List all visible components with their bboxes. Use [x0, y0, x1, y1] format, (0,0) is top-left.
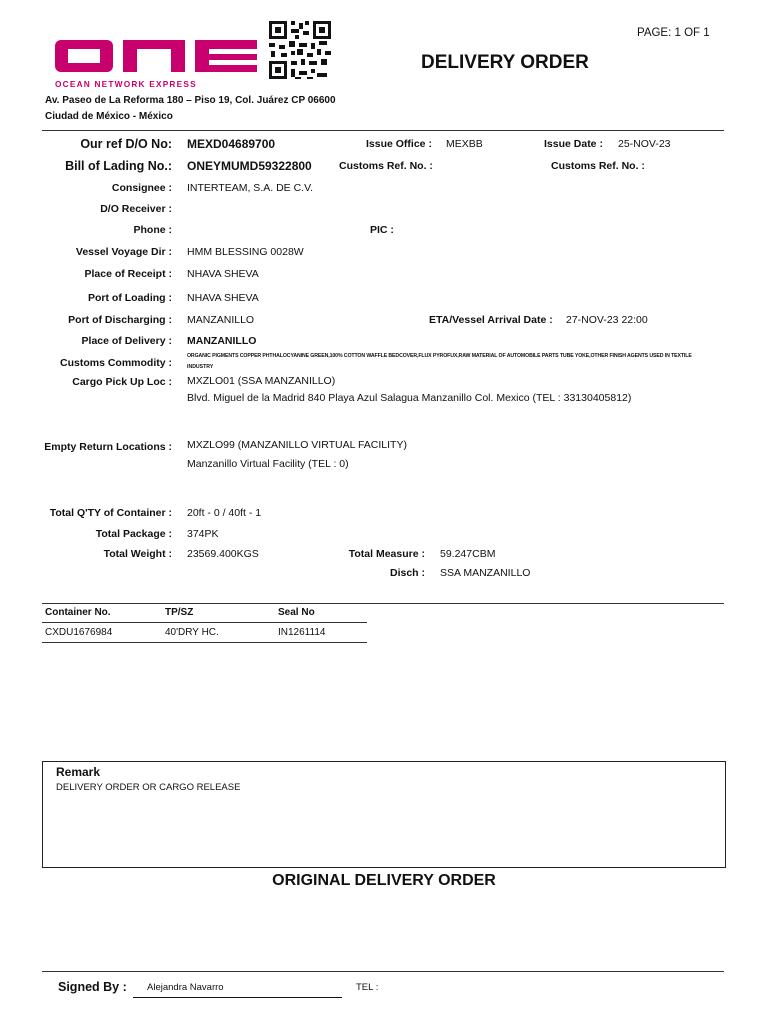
tel-label: TEL : — [356, 982, 379, 993]
customs-commodity-value-line1: ORGANIC PIGMENTS COPPER PHTHALOCYANINE GREEN,100% COTTON WAFFLE BEDCOVER,FLUX PYROFUX,RAW MATERIAL OF AUTOMOBILE PARTS TUBE YOKE,OTHER FINISH AGENTS USED IN TEXTILE — [187, 353, 692, 359]
total-measure-label: Total Measure : — [348, 548, 425, 560]
disch-value: SSA MANZANILLO — [440, 567, 531, 579]
eta-value: 27-NOV-23 22:00 — [566, 314, 648, 326]
place-of-delivery-value: MANZANILLO — [187, 335, 257, 347]
seal-no-header: Seal No — [278, 607, 315, 618]
our-ref-label: Our ref D/O No: — [80, 137, 172, 151]
bill-of-lading-label: Bill of Lading No.: — [65, 159, 172, 173]
signed-by-label: Signed By : — [58, 980, 127, 994]
container-no-cell: CXDU1676984 — [45, 627, 113, 638]
bill-of-lading-value: ONEYMUMD59322800 — [187, 159, 312, 173]
total-weight-label: Total Weight : — [103, 548, 172, 560]
cargo-pickup-label: Cargo Pick Up Loc : — [72, 376, 172, 388]
original-delivery-order-title: ORIGINAL DELIVERY ORDER — [272, 872, 496, 889]
signature-line — [133, 997, 342, 998]
vessel-voyage-label: Vessel Voyage Dir : — [75, 246, 172, 258]
customs-ref-label-2: Customs Ref. No. : — [551, 160, 645, 172]
remark-text: DELIVERY ORDER OR CARGO RELEASE — [56, 782, 241, 793]
customs-commodity-value-line2: INDUSTRY — [187, 364, 214, 370]
cargo-pickup-value-line2: Blvd. Miguel de la Madrid 840 Playa Azul Salagua Manzanillo Col. Mexico (TEL : 33130405812) — [187, 392, 632, 404]
header-divider — [42, 130, 724, 131]
disch-label: Disch : — [389, 567, 425, 579]
tp-sz-cell: 40'DRY HC. — [165, 627, 219, 638]
container-header-divider — [42, 622, 367, 623]
consignee-value: INTERTEAM, S.A. DE C.V. — [187, 182, 314, 194]
total-package-label: Total Package : — [95, 528, 172, 540]
empty-return-value-line2: Manzanillo Virtual Facility (TEL : 0) — [187, 458, 349, 470]
company-address-line2: Ciudad de México - México — [45, 111, 173, 122]
container-no-header: Container No. — [45, 607, 111, 618]
qr-code-icon — [267, 19, 333, 81]
port-of-discharging-value: MANZANILLO — [187, 314, 255, 326]
remark-title: Remark — [56, 765, 101, 779]
issue-office-value: MEXBB — [446, 138, 483, 150]
container-table-top-divider — [42, 603, 724, 604]
signed-by-value: Alejandra Navarro — [147, 982, 224, 993]
our-ref-value: MEXD04689700 — [187, 137, 276, 151]
cargo-pickup-value-line1: MXZLO01 (SSA MANZANILLO) — [187, 375, 336, 387]
document-title: DELIVERY ORDER — [421, 52, 589, 73]
do-receiver-label: D/O Receiver : — [100, 203, 172, 215]
total-qty-label: Total Q'TY of Container : — [49, 507, 172, 519]
total-measure-value: 59.247CBM — [440, 548, 496, 560]
container-row-divider — [42, 642, 367, 643]
customs-commodity-label: Customs Commodity : — [59, 357, 172, 369]
footer-divider — [42, 971, 724, 972]
phone-label: Phone : — [133, 224, 172, 236]
pic-label: PIC : — [370, 224, 394, 236]
place-of-receipt-value: NHAVA SHEVA — [187, 268, 259, 280]
total-qty-value: 20ft - 0 / 40ft - 1 — [187, 507, 262, 519]
issue-office-label: Issue Office : — [366, 138, 432, 150]
seal-no-cell: IN1261114 — [278, 627, 326, 638]
eta-label: ETA/Vessel Arrival Date : — [429, 314, 553, 326]
empty-return-value-line1: MXZLO99 (MANZANILLO VIRTUAL FACILITY) — [187, 439, 407, 451]
company-subtitle: OCEAN NETWORK EXPRESS — [55, 79, 197, 89]
total-weight-value: 23569.400KGS — [187, 548, 259, 560]
remark-box — [42, 761, 726, 868]
consignee-label: Consignee : — [111, 182, 172, 194]
total-package-value: 374PK — [187, 528, 219, 540]
issue-date-label: Issue Date : — [544, 138, 603, 150]
company-address-line1: Av. Paseo de La Reforma 180 – Piso 19, Col. Juárez CP 06600 — [45, 95, 336, 106]
page-number: PAGE: 1 OF 1 — [637, 27, 710, 39]
port-of-loading-label: Port of Loading : — [88, 292, 172, 304]
port-of-discharging-label: Port of Discharging : — [68, 314, 172, 326]
issue-date-value: 25-NOV-23 — [618, 138, 671, 150]
customs-ref-label-1: Customs Ref. No. : — [339, 160, 433, 172]
vessel-voyage-value: HMM BLESSING 0028W — [187, 246, 304, 258]
place-of-delivery-label: Place of Delivery : — [81, 335, 172, 347]
company-logo — [55, 38, 260, 89]
tp-sz-header: TP/SZ — [165, 607, 194, 618]
port-of-loading-value: NHAVA SHEVA — [187, 292, 259, 304]
empty-return-label: Empty Return Locations : — [44, 441, 172, 453]
one-logo-icon — [55, 38, 260, 74]
place-of-receipt-label: Place of Receipt : — [84, 268, 172, 280]
